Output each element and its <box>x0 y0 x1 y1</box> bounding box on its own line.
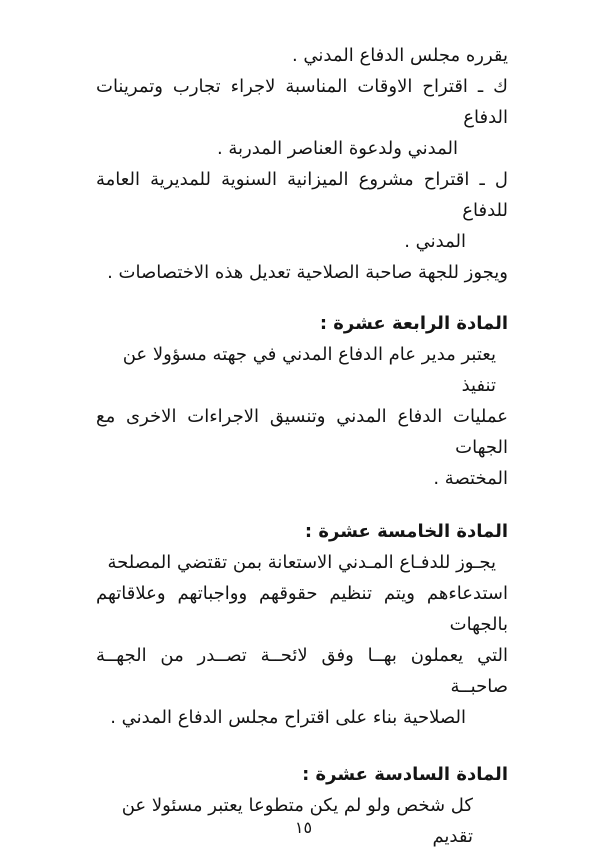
article-15-line1: يجـوز للدفـاع المـدني الاستعانة بمن تقتضي المصلحة <box>107 552 496 573</box>
article-15-line3: التي يعملون بهــا وفق لائحــة تصــدر من الجهــة صاحبــة <box>96 645 508 697</box>
list-item-l-line2: المدني . <box>404 231 466 252</box>
article-14-line3: المختصة . <box>433 468 508 489</box>
list-item-k-line2: المدني ولدعوة العناصر المدربة . <box>216 138 458 159</box>
list-item-l-line1: ل ـ اقتراح مشروع الميزانية السنوية للمديرية العامة للدفاع <box>96 169 508 221</box>
article-15-line2: استدعاءهم ويتم تنظيم حقوقهم وواجباتهم وعلاقاتهم بالجهات <box>96 583 508 635</box>
intro-closing-line: ويجوز للجهة صاحبة الصلاحية تعديل هذه الاختصاصات . <box>107 262 508 283</box>
body-text-block <box>96 40 508 852</box>
article-16-line1: كل شخص ولو لم يكن متطوعا يعتبر مسئولا عن تقديم <box>121 795 473 847</box>
article-14-heading: المادة الرابعة عشرة : <box>319 313 508 334</box>
page-number: ١٥ <box>294 818 313 837</box>
carryover-line: يقرره مجلس الدفاع المدني . <box>291 45 508 66</box>
article-14-line2: عمليات الدفاع المدني وتنسيق الاجراءات الاخرى مع الجهات <box>96 406 508 458</box>
article-14-line1: يعتبر مدير عام الدفاع المدني في جهته مسؤولا عن تنفيذ <box>122 344 496 396</box>
list-item-k-line1: ك ـ اقتراح الاوقات المناسبة لاجراء تجارب وتمرينات الدفاع <box>96 76 508 128</box>
article-15-heading: المادة الخامسة عشرة : <box>304 521 508 542</box>
article-16-heading: المادة السادسة عشرة : <box>302 764 508 785</box>
article-15-line4: الصلاحية بناء على اقتراح مجلس الدفاع المدني . <box>110 707 466 728</box>
